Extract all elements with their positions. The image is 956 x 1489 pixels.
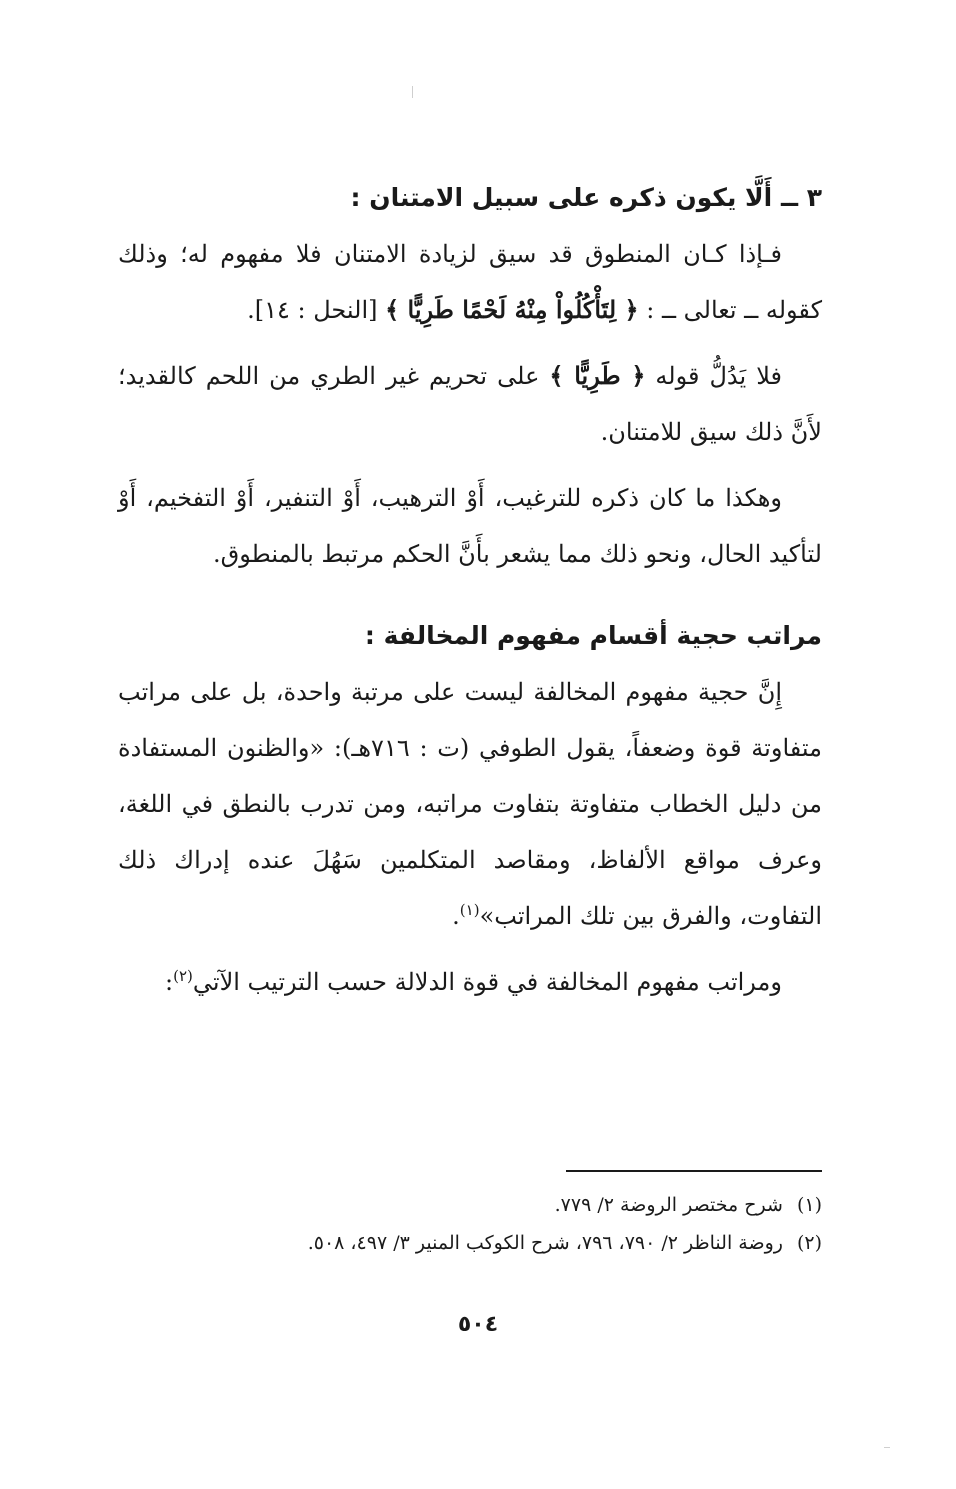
footnote-number: (٢) [796,1232,822,1254]
footnote-marker-1[interactable]: (١) [459,901,480,919]
paragraph-text: ومراتب مفهوم المخالفة في قوة الدلالة حسب الترتيب الآتي [192,968,782,996]
footnote-number: (١) [796,1194,822,1216]
paragraph-end: . [452,902,460,930]
page-body [118,170,822,1020]
paragraph-text: فـإذا كـان المنطوق قد سيق لزيادة الامتنان فلا مفهوم له؛ وذلك كقوله ــ تعالى ــ : [118,240,822,324]
paragraph-tari [118,348,822,460]
verse-reference: [النحل : ١٤]. [247,296,386,324]
footnote-1 [118,1186,822,1224]
condition-heading: ٣ ــ أَلَّا يكون ذكره على سبيل الامتنان : [350,183,822,212]
paragraph-text: إِنَّ حجية مفهوم المخالفة ليست على مرتبة واحدة، بل على مراتب متفاوتة قوة وضعفاً، يقول الطوفي (ت : ٧١٦هـ): «والظنون المستفادة من دليل الخطاب متفاوتة بتفاوت مراتبه، ومن تدرب بالنطق في اللغة، وعرف مواقع الألفاظ، ومقاصد المتكلمين سَهُلَ عنده إدراك ذلك التفاوت، والفرق بين تلك المراتب» [118,678,822,930]
paragraph-similar-cases: وهكذا ما كان ذكره للترغيب، أَوْ الترهيب، أَوْ التنفير، أَوْ التفخيم، أَوْ لتأكيد الحال، ونحو ذلك مما يشعر بأَنَّ الحكم مرتبط بالمنطوق. [118,484,822,568]
footnote-marker-2[interactable]: (٢) [173,967,193,985]
footnote-text: روضة الناظر ٢/ ٧٩٠، ٧٩٦، شرح الكوكب المنير ٣/ ٤٩٧، ٥٠٨. [307,1232,783,1254]
quran-word: ﴿ طَرِيًّا ﴾ [549,361,646,390]
footnote-divider [566,1170,822,1172]
paragraph-end: : [165,968,174,996]
paragraph-tufi-quote [118,664,822,944]
paragraph-ranks [118,954,822,1010]
footnote-text: شرح مختصر الروضة ٢/ ٧٧٩. [554,1194,783,1216]
quran-verse: ﴿ لِتَأْكُلُواْ مِنْهُ لَحْمًا طَرِيًّا ﴾ [385,295,639,324]
paragraph-text: فلا يَدُلُّ قوله [645,362,782,390]
footnotes [118,1170,822,1262]
section-heading: مراتب حجية أقسام مفهوم المخالفة : [364,621,822,650]
paragraph-text: على تحريم غير الطري من اللحم كالقديد؛ لأَنَّ ذلك سيق للامتنان. [118,362,822,446]
paragraph-imtinan [118,226,822,338]
scan-mark-bottom [884,1447,890,1448]
scan-mark-top [412,86,413,98]
page-number: ٥٠٤ [457,1312,499,1337]
footnote-2 [118,1224,822,1262]
